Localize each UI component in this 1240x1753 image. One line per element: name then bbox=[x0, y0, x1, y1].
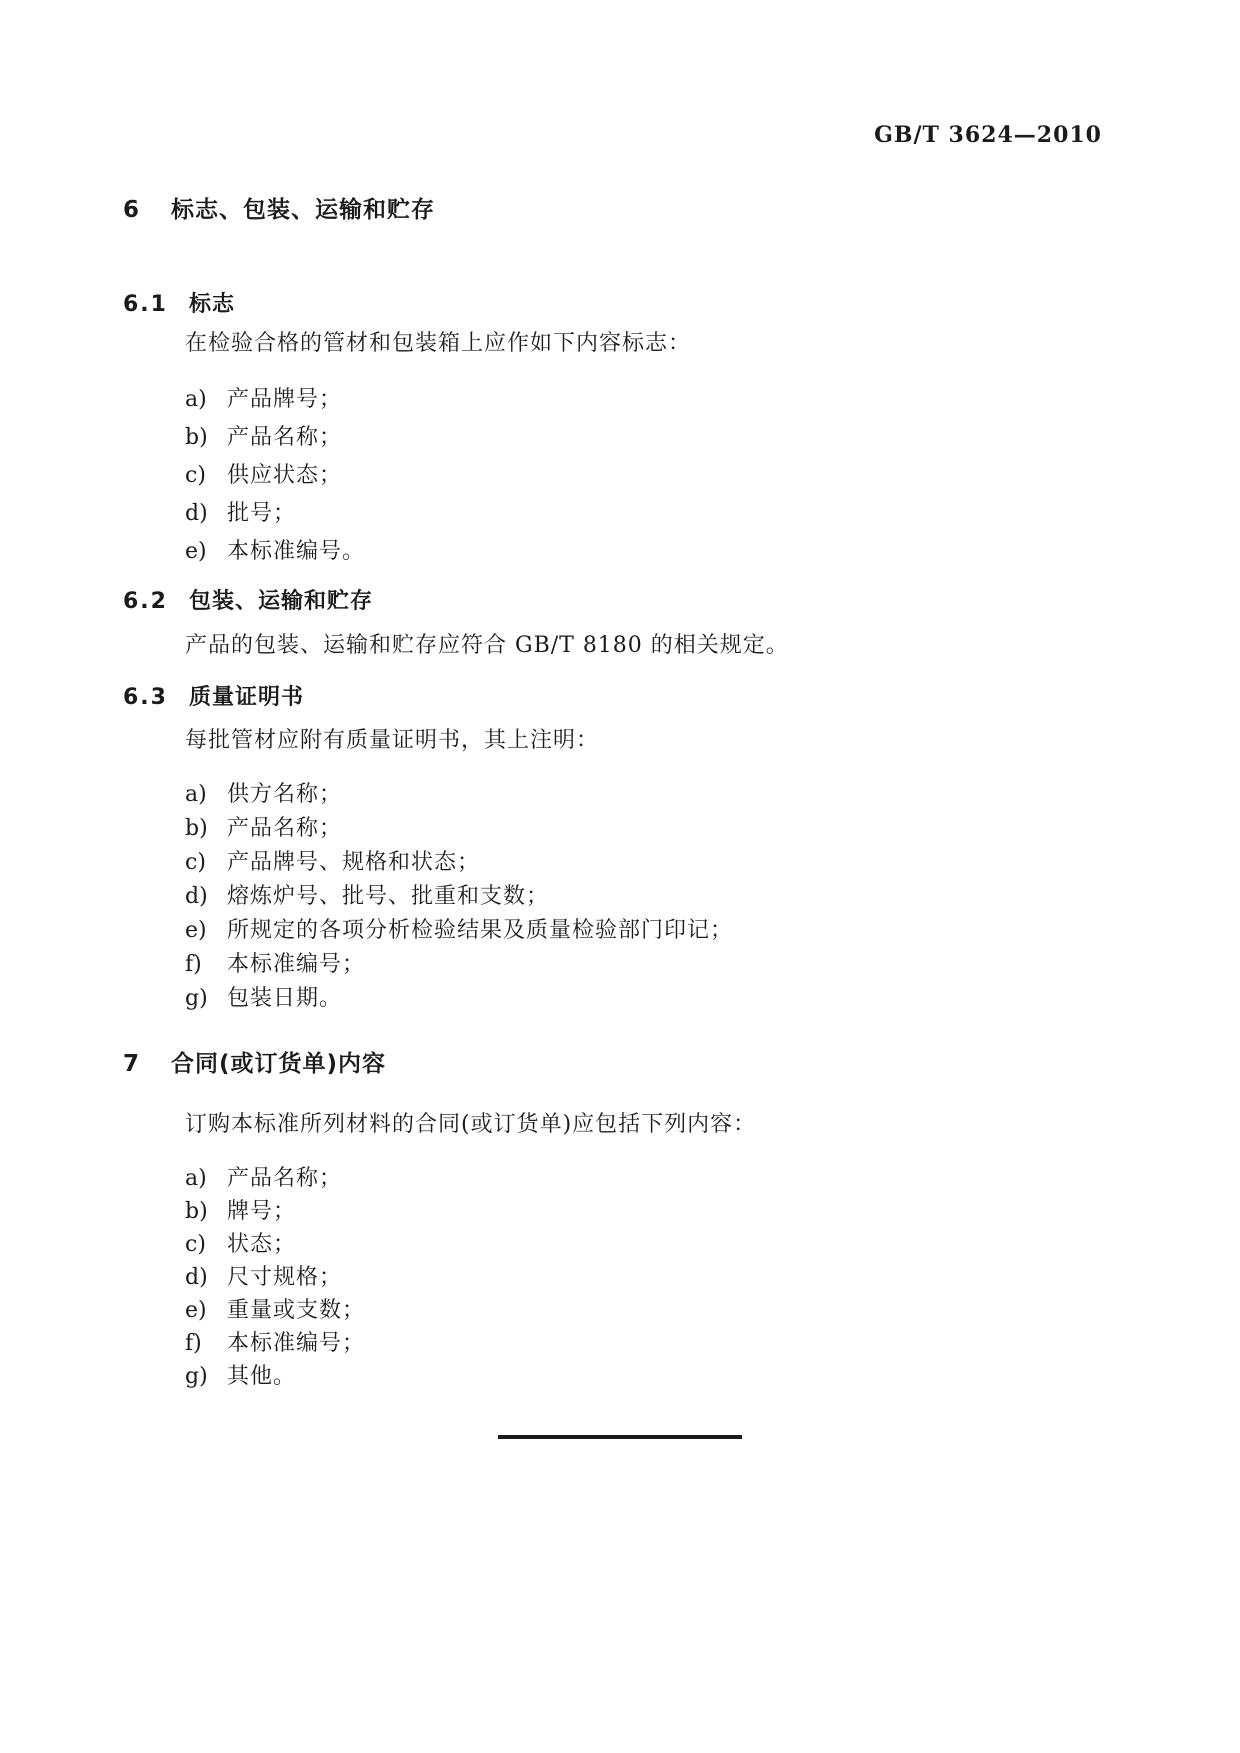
list-item-text: 产品名称； bbox=[227, 816, 343, 841]
list-item bbox=[123, 1327, 1113, 1360]
list-item bbox=[123, 812, 1113, 846]
section-7-title: 合同(或订货单)内容 bbox=[171, 1051, 387, 1077]
section-6-1-number: 6.1 bbox=[123, 292, 168, 317]
section-6-number: 6 bbox=[123, 197, 140, 223]
section-7-list bbox=[123, 1162, 1113, 1393]
section-7-heading bbox=[123, 1050, 1113, 1078]
section-6-title: 标志、包装、运输和贮存 bbox=[171, 197, 436, 223]
list-item-text: 供应状态； bbox=[227, 463, 343, 488]
list-item-label: e) bbox=[185, 918, 207, 943]
list-item-text: 产品名称； bbox=[227, 425, 343, 450]
list-item-label: g) bbox=[185, 986, 208, 1011]
list-item-label: g) bbox=[185, 1364, 208, 1389]
list-item bbox=[123, 914, 1113, 948]
list-item-label: f) bbox=[185, 1331, 202, 1356]
end-of-document-rule bbox=[498, 1435, 742, 1439]
list-item-text: 包装日期。 bbox=[227, 986, 343, 1011]
section-6-heading bbox=[123, 196, 1113, 224]
list-item-text: 批号； bbox=[227, 501, 297, 526]
list-item-text: 供方名称； bbox=[227, 782, 343, 807]
section-6-3-heading bbox=[123, 684, 1113, 711]
list-item bbox=[123, 1261, 1113, 1294]
list-item-text: 本标准编号。 bbox=[227, 539, 366, 564]
list-item bbox=[123, 1162, 1113, 1195]
list-item bbox=[123, 533, 1113, 571]
list-item-label: c) bbox=[185, 1232, 206, 1257]
list-item-label: b) bbox=[185, 816, 208, 841]
list-item-label: c) bbox=[185, 463, 206, 488]
list-item bbox=[123, 982, 1113, 1016]
list-item-label: f) bbox=[185, 952, 202, 977]
section-6-2-title: 包装、运输和贮存 bbox=[188, 589, 373, 614]
list-item-text: 产品牌号、规格和状态； bbox=[227, 850, 481, 875]
section-6-2-number: 6.2 bbox=[123, 589, 168, 614]
list-item-label: d) bbox=[185, 501, 208, 526]
section-6-2-intro: 产品的包装、运输和贮存应符合 GB/T 8180 的相关规定。 bbox=[185, 633, 789, 658]
list-item bbox=[123, 457, 1113, 495]
list-item-text: 本标准编号； bbox=[227, 1331, 366, 1356]
list-item-label: b) bbox=[185, 425, 208, 450]
list-item-text: 尺寸规格； bbox=[227, 1265, 343, 1290]
list-item-label: e) bbox=[185, 1298, 207, 1323]
section-6-1-intro: 在检验合格的管材和包装箱上应作如下内容标志： bbox=[185, 331, 692, 356]
list-item bbox=[123, 419, 1113, 457]
section-7-number: 7 bbox=[123, 1051, 140, 1077]
list-item bbox=[123, 1360, 1113, 1393]
list-item bbox=[123, 1228, 1113, 1261]
list-item-label: a) bbox=[185, 1166, 207, 1191]
section-6-3-number: 6.3 bbox=[123, 685, 168, 710]
section-6-3-intro: 每批管材应附有质量证明书，其上注明： bbox=[185, 728, 600, 753]
section-6-3-list bbox=[123, 778, 1113, 1016]
list-item bbox=[123, 846, 1113, 880]
list-item-text: 所规定的各项分析检验结果及质量检验部门印记； bbox=[227, 918, 734, 943]
section-6-1-heading bbox=[123, 291, 1113, 318]
list-item-text: 重量或支数； bbox=[227, 1298, 366, 1323]
list-item bbox=[123, 880, 1113, 914]
section-6-3-title: 质量证明书 bbox=[188, 685, 304, 710]
page-content bbox=[123, 0, 1113, 1439]
list-item bbox=[123, 495, 1113, 533]
list-item bbox=[123, 381, 1113, 419]
list-item-text: 产品名称； bbox=[227, 1166, 343, 1191]
list-item-label: d) bbox=[185, 1265, 208, 1290]
list-item-text: 本标准编号； bbox=[227, 952, 366, 977]
list-item-label: b) bbox=[185, 1199, 208, 1224]
list-item-label: e) bbox=[185, 539, 207, 564]
list-item bbox=[123, 948, 1113, 982]
list-item-text: 牌号； bbox=[227, 1199, 297, 1224]
standard-number-header: GB/T 3624—2010 bbox=[874, 122, 1102, 148]
section-6-1-list bbox=[123, 381, 1113, 571]
list-item-label: a) bbox=[185, 782, 207, 807]
list-item-label: c) bbox=[185, 850, 206, 875]
list-item-text: 熔炼炉号、批号、批重和支数； bbox=[227, 884, 550, 909]
list-item bbox=[123, 1195, 1113, 1228]
list-item-text: 其他。 bbox=[227, 1364, 297, 1389]
list-item bbox=[123, 1294, 1113, 1327]
list-item-text: 产品牌号； bbox=[227, 387, 343, 412]
section-7-intro: 订购本标准所列材料的合同(或订货单)应包括下列内容： bbox=[185, 1112, 757, 1137]
section-6-1-title: 标志 bbox=[188, 292, 235, 317]
section-6-2-heading bbox=[123, 588, 1113, 615]
list-item-text: 状态； bbox=[227, 1232, 297, 1257]
list-item-label: d) bbox=[185, 884, 208, 909]
list-item bbox=[123, 778, 1113, 812]
list-item-label: a) bbox=[185, 387, 207, 412]
